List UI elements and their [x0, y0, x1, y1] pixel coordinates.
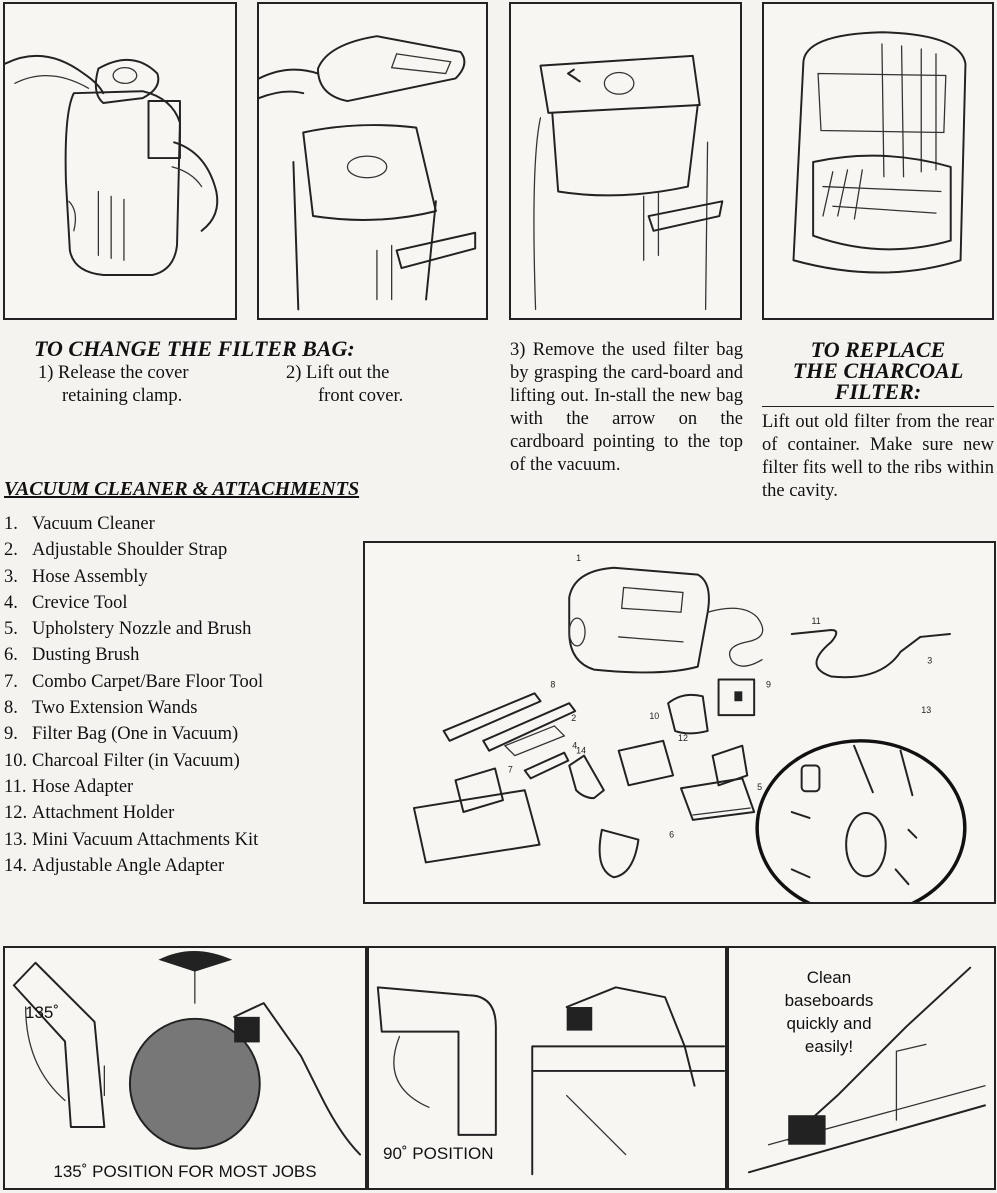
label-11: 11 — [811, 616, 821, 627]
baseboard-line3: quickly and — [786, 1014, 872, 1033]
list-item: 10. Charcoal Filter (in Vacuum) — [4, 750, 240, 771]
list-item: 4. Crevice Tool — [4, 592, 128, 613]
front-cover-drawing — [259, 4, 486, 318]
label-6: 6 — [669, 829, 675, 840]
attachments-list — [4, 511, 354, 879]
step3-text: 3) Remove the used filter bag by grasping the card-board and lifting out. In-stall the new bag with the arrow on the cardboard pointing to the top of the vacuum. — [510, 340, 743, 475]
attachments-heading: VACUUM CLEANER & ATTACHMENTS — [4, 478, 360, 500]
list-item: 9. Filter Bag (One in Vacuum) — [4, 724, 239, 745]
corner-surface-drawing — [532, 1046, 724, 1174]
label-9: 9 — [766, 679, 771, 690]
charcoal-heading-line2: THE CHARCOAL — [792, 358, 964, 383]
list-item: 12. Attachment Holder — [4, 803, 175, 824]
baseboard-callout — [729, 966, 929, 1058]
position-135-caption: 135˚ POSITION FOR MOST JOBS — [53, 1162, 317, 1181]
label-10: 10 — [649, 711, 660, 722]
step4-illustration — [762, 2, 994, 320]
filter-bag-drawing — [511, 4, 740, 318]
list-item: 11. Hose Adapter — [4, 776, 134, 797]
mini-attachments-kit-part — [757, 741, 965, 902]
label-14: 14 — [576, 745, 587, 756]
label-7: 7 — [507, 764, 513, 775]
crevice-tool-part — [525, 753, 569, 779]
floor-tool-part — [414, 768, 540, 862]
filter-bag-heading: TO CHANGE THE FILTER BAG: — [34, 336, 355, 361]
label-1: 1 — [576, 552, 582, 563]
charcoal-filter-drawing — [764, 4, 992, 318]
label-12: 12 — [678, 732, 688, 743]
step2-number: 2) — [286, 363, 302, 383]
step1-text — [38, 362, 253, 408]
step3-illustration — [509, 2, 742, 320]
list-item: 3. Hose Assembly — [4, 566, 148, 587]
list-item: 13. Mini Vacuum Attachments Kit — [4, 829, 259, 850]
label-8: 8 — [550, 679, 556, 690]
dusting-brush-part — [600, 830, 639, 877]
step2-line2: front cover. — [318, 386, 404, 406]
filter-bag-part — [719, 679, 755, 715]
charcoal-heading-line1: TO REPLACE — [810, 337, 946, 362]
list-item: 6. Dusting Brush — [4, 645, 140, 666]
angle-adapter-135-drawing — [14, 963, 104, 1127]
label-4: 4 — [572, 740, 578, 751]
list-item: 2. Adjustable Shoulder Strap — [4, 540, 228, 561]
baseboard-panel — [727, 946, 996, 1190]
position-90-caption: 90˚ POSITION — [383, 1144, 494, 1163]
step2-line1: Lift out the — [306, 363, 390, 383]
attachments-diagram — [363, 541, 996, 904]
attachment-holder-part — [619, 741, 673, 786]
label-3: 3 — [927, 655, 933, 666]
list-item: 14. Adjustable Angle Adapter — [4, 855, 225, 876]
list-item: 5. Upholstery Nozzle and Brush — [4, 619, 252, 640]
step1-line1: Release the cover — [58, 363, 189, 383]
upholstery-nozzle-part — [681, 746, 754, 820]
angle-adapter-part — [569, 756, 604, 799]
step1-number: 1) — [38, 363, 54, 383]
label-2: 2 — [571, 713, 577, 724]
baseboard-wall-drawing — [749, 1044, 985, 1172]
label-5: 5 — [757, 782, 763, 793]
charcoal-filter-part — [668, 695, 708, 734]
charcoal-heading-line3: FILTER: — [834, 379, 922, 404]
hose-assembly-part — [792, 630, 950, 677]
ball-drawing — [130, 951, 260, 1149]
step2-text — [286, 362, 436, 408]
angle-135-label: 135˚ — [25, 1003, 60, 1022]
baseboard-line1: Clean — [806, 968, 852, 987]
extension-wands-part — [444, 693, 576, 750]
list-item: 7. Combo Carpet/Bare Floor Tool — [4, 671, 264, 692]
charcoal-text: Lift out old filter from the rear of container. Make sure new filter fits well to the ribs within the cavity. — [762, 412, 994, 501]
angle-adapter-90-drawing — [378, 987, 496, 1135]
baseboard-line4: easily! — [804, 1037, 854, 1056]
charcoal-heading-rule — [762, 406, 994, 407]
angle-90-panel — [367, 946, 727, 1190]
step1-line2: retaining clamp. — [62, 386, 183, 406]
step1-illustration — [3, 2, 237, 320]
vacuum-cleaner-part — [569, 568, 762, 673]
list-item: 8. Two Extension Wands — [4, 698, 198, 719]
baseboard-line2: baseboards — [784, 991, 874, 1010]
vacuum-clamp-drawing — [5, 4, 235, 318]
label-13: 13 — [921, 705, 932, 716]
charcoal-heading — [762, 339, 994, 402]
step2-illustration — [257, 2, 488, 320]
angle-135-panel — [3, 946, 367, 1190]
list-item: 1. Vacuum Cleaner — [4, 514, 155, 534]
